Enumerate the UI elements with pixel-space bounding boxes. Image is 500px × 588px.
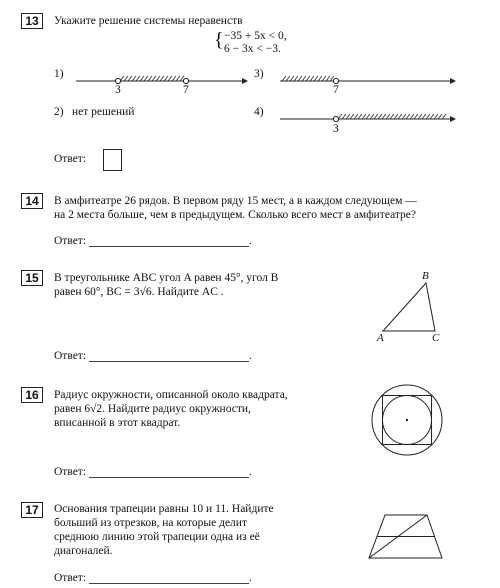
option-4-tick-3: 3 <box>333 123 339 135</box>
problem-15-question-line1: В треугольнике ABC угол A равен 45°, угол B <box>54 272 279 284</box>
problem-14-answer-label: Ответ: <box>54 235 87 247</box>
problem-17-question-line4: диагоналей. <box>54 545 113 557</box>
system-inequality-1: −35 + 5x < 0, <box>224 30 287 42</box>
problem-15-answer-line[interactable] <box>89 351 249 362</box>
system-inequality-2: 6 − 3x < −3. <box>224 43 281 55</box>
option-3-label: 3) <box>254 68 264 80</box>
system-brace: { <box>214 29 224 51</box>
problem-16-answer-line[interactable] <box>89 467 249 478</box>
problem-13-question: Укажите решение системы неравенств <box>54 15 243 27</box>
problem-16-number: 16 <box>21 387 43 403</box>
problem-16-answer[interactable]: Ответ: . <box>54 466 252 478</box>
problem-13-number: 13 <box>21 13 43 29</box>
problem-16-question-line3: вписанной в этот квадрат. <box>54 417 181 429</box>
problem-13-answer-box[interactable] <box>103 149 122 171</box>
problem-15-number: 15 <box>21 270 43 286</box>
problem-17-number: 17 <box>21 502 43 518</box>
vertex-b-label: B <box>422 270 429 282</box>
option-2-label: 2) <box>54 106 64 118</box>
trapezoid-figure <box>366 512 446 562</box>
option-1-numberline[interactable] <box>70 70 250 100</box>
triangle-abc-figure <box>380 278 440 336</box>
problem-14-question-line1: В амфитеатре 26 рядов. В первом ряду 15 мест, а в каждом следующем — <box>54 195 417 207</box>
problem-17-question-line2: больший из отрезков, на которые делит <box>54 517 247 529</box>
problem-16-question-line2: равен 6√2. Найдите радиус окружности, <box>54 403 251 415</box>
problem-15-answer-label: Ответ: <box>54 350 87 362</box>
option-1-tick-7: 7 <box>183 84 189 96</box>
problem-14-number: 14 <box>21 193 43 209</box>
vertex-a-label: A <box>377 332 384 344</box>
problem-14-answer[interactable]: Ответ: . <box>54 235 252 247</box>
problem-14-answer-line[interactable] <box>89 236 249 247</box>
problem-15-question-line2: равен 60°, BC = 3√6. Найдите AC . <box>54 286 224 298</box>
option-1-tick-3: 3 <box>115 84 121 96</box>
problem-17-question-line3: среднюю линию этой трапеции одна из её <box>54 531 260 543</box>
option-4-numberline[interactable] <box>278 108 458 138</box>
problem-17-answer[interactable]: Ответ: . <box>54 572 252 584</box>
problem-16-question-line1: Радиус окружности, описанной около квадрата, <box>54 389 288 401</box>
option-3-tick-7: 7 <box>333 84 339 96</box>
problem-17-question-line1: Основания трапеции равны 10 и 11. Найдите <box>54 503 274 515</box>
option-1-label: 1) <box>54 68 64 80</box>
problem-13-answer-label: Ответ: <box>54 153 87 165</box>
vertex-c-label: C <box>432 332 440 344</box>
option-4-label: 4) <box>254 106 264 118</box>
problem-16-answer-label: Ответ: <box>54 466 87 478</box>
option-2-text: нет решений <box>72 106 135 118</box>
problem-17-answer-label: Ответ: <box>54 572 87 584</box>
circles-square-figure <box>369 382 445 458</box>
option-3-numberline[interactable] <box>278 70 458 100</box>
problem-17-answer-line[interactable] <box>89 573 249 584</box>
problem-15-answer[interactable]: Ответ: . <box>54 350 252 362</box>
problem-14-question-line2: на 2 места больше, чем в предыдущем. Сколько всего мест в амфитеатре? <box>54 209 417 221</box>
